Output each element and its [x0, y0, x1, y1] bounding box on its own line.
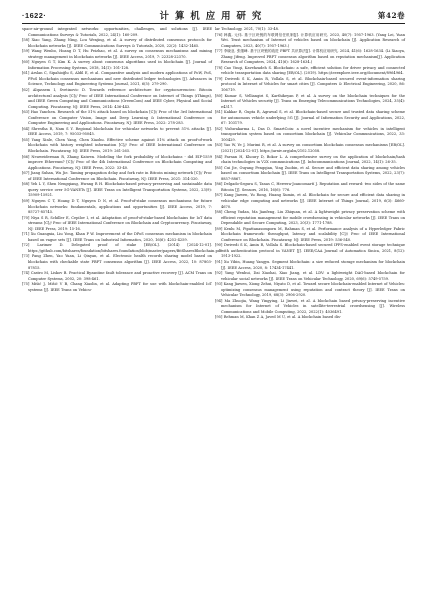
reference-entry	[215, 299, 405, 316]
reference-text: 李晓亚, 张继峰. 基于区块链的改进 PBFT 共识算法[J]. 计算机应用研究, 2024, 41(6): 1628-1634. (Li Xiaoya, Zhang Jifeng. Improved PBFT consensus algorithm based on reputation mechanism[J]. Application Research of Computers, 2024, 41(6): 1628-1634.)	[221, 49, 405, 65]
reference-entry	[22, 216, 212, 233]
journal-title: 计算机应用研究	[159, 11, 268, 22]
reference-text: Xu Guangxia, Liu Yong, Khan P W. Improvement of the DPoS consensus mechanism in blockchain based on vague sets [J]. IEEE Trans on Industrial Informatics, 2020, 16(6): 4252-4259.	[28, 232, 212, 242]
reference-entry	[215, 127, 405, 144]
reference-entry	[22, 138, 212, 155]
running-header	[22, 9, 405, 21]
reference-entry	[215, 271, 405, 282]
reference-entry	[215, 33, 405, 50]
reference-entry	[215, 260, 405, 271]
reference-text: Kang Jiawen, Yu Rong, Huang Xumin, et al. Blockchain for secure and efficient data sharing in vehicular edge computing and networks [J]. IEEE Internet of Things Journal, 2019, 6(3): 4660-4670.	[221, 193, 405, 209]
header-rule	[22, 23, 405, 24]
reference-text: Cao Yinqi, Kavehzadeh S. Blockchain: a safe, efficient solution for driver privacy and connected vehicle transportation data sharing [EB/OL]. (2019). https://ieeexplore.ieee.org/document/8964964.	[221, 65, 405, 76]
reference-entry	[22, 182, 212, 199]
reference-number: [74]	[22, 271, 30, 276]
page-number: ·1622·	[22, 10, 47, 20]
reference-entry	[22, 27, 212, 38]
reference-text: Xu Yibin, Huang Yangyu. Segment blockchain: a size reduced storage mechanism for blockchain [J]. IEEE Access, 2020, 8: 17434-17441.	[221, 259, 405, 270]
reference-text: Wang Wenbo, Hoang D T, Hu Peizhao, et al. A survey on consensus mechanisms and mining strategy management in blockchain networks [J]. IEEE Access, 2019, 7: 22328-22370.	[28, 49, 212, 59]
reference-number: [84]	[215, 154, 223, 159]
reference-entry	[22, 155, 212, 172]
reference-number: [92]	[215, 271, 223, 276]
reference-number: [71]	[22, 232, 30, 237]
reference-number: [87]	[215, 193, 223, 198]
reference-number: [65]	[22, 137, 30, 142]
reference-text: Yeh L Y, Shen Nengqiang, Hwang R H. Blockchain-based privacy-preserving and sustainable data query service over 5G-VANETs [J]. IEEE Trans on Intelligent Transportation Systems, 2022, 23(9): 15909-15921.	[28, 182, 212, 198]
reference-entry	[22, 271, 212, 282]
reference-number: [64]	[22, 126, 30, 131]
reference-text: Neuweiderman R, Zhang Kaiwen. Modeling the fork probability of blockchains - did EIP-1559 improve Ethereum? [C]// Proc of the 4th International Conference on Blockchain Computing and Applications. Piscataway, NJ: IEEE Press, 2022: 33-40.	[28, 154, 212, 170]
reference-text: 韩鑫, 元伟. 基于区块链的车联网信任机制[J]. 计算机应用研究, 2023, 40(7): 1957-1963. (Yang Lei, Yuan Wei. Trust mechanism of Internet of vehicles based on blockchain [J]. Application Research of Computers, 2023, 40(7): 1957-1963.)	[221, 32, 405, 48]
reference-text: Yang Xinle, Chen Yang, Chen Xiaohu. Effective scheme against 51% attack on proof-of-work blockchain with history weighted information [C]// Proc of IEEE International Conference on Blockchain. Piscataway, NJ: IEEE Press, 2019: 261-265.	[28, 137, 212, 154]
reference-text: Shrestha R, Nam S Y. Regional blockchain for vehicular networks to prevent 51% attacks [J]. IEEE Access, 2019, 7: 95033-95045.	[28, 126, 212, 137]
reference-text: lar Technology, 2021, 70(1): 33-48.	[215, 27, 280, 31]
reference-number: [58]	[22, 38, 30, 43]
reference-text: Alqassem I, Svetinovic D. Towards reference architecture for cryptocurrencies: Bitcoin architectural analysis [C]// Proc of IEEE International Conference on Internet of Things (iThings), and IEEE Green Computing and Communications (GreenCom) and IEEE Cyber, Physical and Social Computing. Piscataway, NJ: IEEE Press, 2014: 436-443.	[28, 88, 212, 109]
reference-entry	[22, 49, 212, 60]
reference-entry	[215, 155, 405, 166]
reference-number: [91]	[215, 259, 223, 264]
reference-text: Farnan H, Khoury D, Bokor L. A comprehensive survey on the application of blockchain/hash chain technologies in V2X communications [J]. Infocommunications Journal, 2022, 14(1): 26-35.	[221, 154, 405, 165]
reference-text: Arslan C, Sipahioğlu S, Aldil E, et al. Comparative analysis and modern applications of PoW, PoS, PPoS blockchain consensus mechanisms and new distributed ledger technologies [J]. Advances in Science, Technology and Engineering Systems Journal, 2021, 6(5): 279-290.	[28, 71, 212, 87]
reference-entry	[215, 193, 405, 210]
reference-entry	[215, 315, 405, 321]
reference-entry	[215, 66, 405, 77]
reference-text: Cui Jie, Ouyang Fengqian, Ying Zuobin, et al. Secure and efficient data sharing among vehicles based on consortium blockchain [J]. IEEE Trans on Intelligent Transportation Systems, 2022, 23(7): 8857-8867.	[221, 165, 405, 181]
reference-number: [72]	[22, 243, 30, 248]
reference-entry	[215, 243, 405, 260]
reference-number: [66]	[22, 154, 30, 159]
reference-text: Ma Zhuojia, Wang Yingying, Li Jinwei, et al. A blockchain based privacy-preserving incentive mechanism for Internet of Vehicles in satellite-terrestrial crowdsensing [J]. Wireless Communications and Mobile Computing, 2022, 2022(1): 4036491.	[221, 298, 405, 314]
reference-number: [62]	[22, 88, 30, 93]
reference-number: [88]	[215, 210, 223, 215]
reference-number: [61]	[22, 71, 30, 76]
reference-text: space-air-ground integrated networks: opportunities, challenges, and solutions [J]. IEEE Communications Surveys & Tutorials, 2022, 24(1): 160-209.	[22, 27, 212, 37]
reference-entry	[215, 210, 405, 227]
reference-number: [76]	[215, 32, 223, 37]
reference-number: [63]	[22, 110, 30, 115]
reference-text: Dwivedi S K, Amin R, Vollala S, et al. Blockchain-based secured event-information sharing protocol in Internet of Vehicles for smart cities [J]. Computers & Electrical Engineering, 2020, 86: 106719.	[221, 76, 405, 93]
reference-number: [75]	[22, 282, 30, 287]
reference-text: Vishwakarma L, Das D. SmartCoin: a novel incentive mechanism for vehicles in intelligent transportation system based on consortium blockchain [J]. Vehicular Communications, 2022, 33: 100429.	[221, 126, 405, 142]
reference-text: Pang Zhen, Yao Yuan, Li Qinyan, et al. Electronic health records sharing model based on blockchain with checkable state PBFT consensus algorithm [J]. IEEE Access, 2022, 10: 87803-87815.	[28, 254, 212, 270]
reference-text: Nguyen G T, Kim K. A survey about consensus algorithms used in blockchain [J]. Journal of Information Processing Systems, 2018, 14(1): 101-128.	[28, 60, 212, 70]
volume-label: 第42卷	[377, 10, 405, 20]
reference-text: Cheng Yudan, Ma Jianfeng, Liu Zhiquan, et al. A lightweight privacy preservation scheme with efficient reputation management for mobile crowdsensing in vehicular networks [J]. IEEE Trans on Dependable and Secure Computing, 2023, 20(3): 1771-1788.	[221, 210, 405, 226]
reference-text: Castro M, Liskov B. Practical Byzantine fault tolerance and proactive recovery [J]. ACM Trans on Computer Systems, 2002, 20: 398-461.	[28, 271, 212, 281]
reference-text: Nguyen C T, Hoang D T, Nguyen D N, et al. Proof-of-stake consensus mechanisms for future blockchain networks: fundamentals, applications and opportunities [J]. IEEE Access, 2019, 7: 85727-85745.	[28, 198, 212, 215]
reference-number: [79]	[215, 76, 223, 81]
reference-text: Kang Jiawen, Xiong Zehui, Niyato D, et al. Toward secure blockchain-enabled Internet of Vehicles: optimizing consensus management using reputation and contract theory [J]. IEEE Trans on Vehicular Technology, 2019, 68(3): 2906-2920.	[221, 282, 405, 298]
reference-number: [73]	[22, 254, 30, 259]
reference-number: [82]	[215, 126, 223, 131]
reference-text: Larimer D. Delegated proof of stake [EB/OL]. (2014) [2024-12-01]. https://github.com/bitshares/foundation/bitshares.foundation/blob/master/papers/BitSharesBlockchain.pdf.	[28, 243, 223, 253]
reference-text: Niya S R, Schiller E, Cepilov I, et al. Adaptation of proof-of-stake-based blockchains for IoT data streams [C]// Proc of IEEE International Conference on Blockchain and Cryptocurrency. Piscataway, NJ: IEEE Press, 2019: 15-16.	[28, 215, 212, 231]
reference-entry	[22, 88, 212, 110]
reference-entry	[22, 110, 212, 127]
reference-text: Kenlu M, Pipattanasomporn M, Rahman S, et al. Performance analysis of a Hyperledger Fabric blockchain framework: throughput, latency and scalability [C]// Proc of IEEE International Conference on Blockchain. Piscataway, NJ: IEEE Press, 2019: 536-540.	[221, 226, 405, 242]
reference-entry	[215, 110, 405, 127]
reference-number: [90]	[215, 243, 223, 248]
reference-number: [70]	[22, 215, 30, 220]
reference-number: [67]	[22, 171, 30, 176]
reference-text: Dwivedi S K, Amin R, Vollala S. Blockchain-based secured IPFS-enabled event storage technique with authentication protocol in VANET [J]. IEEE/CAA Journal of Automatica Sinica, 2021, 8(12): 1913-1922.	[221, 243, 405, 259]
reference-number: [78]	[215, 65, 223, 70]
reference-number: [80]	[215, 93, 223, 98]
reference-text: Yao W, Ye J, Murimi R, et al. A survey on consortium blockchain consensus mechanisms [EB/OL]. (2021) [2024-12-01]. https://arxiv.org/abs/2102.12058.	[221, 143, 405, 154]
reference-entry	[22, 171, 212, 182]
reference-entry	[215, 94, 405, 111]
reference-text: Xiao Yang, Zhang Ning, Lou Wenjing, et al. A survey of distributed consensus protocols for blockchain networks [J]. IEEE Communications Surveys & Tutorials, 2020, 22(2): 1432-1465.	[28, 38, 212, 48]
reference-entry	[215, 77, 405, 94]
reference-entry	[215, 227, 405, 244]
reference-text: Hao Yanchen. Research of the 51% attack based on blockchain [C]// Proc of the 3rd International Conference on Computer Vision, Image and Deep Learning & International Conference on Computer Engineering and Applications. Piscataway, NJ: IEEE Press, 2022: 278-283.	[28, 110, 212, 126]
reference-entry	[215, 282, 405, 299]
reference-entry	[22, 254, 212, 271]
reference-entry	[22, 71, 212, 88]
reference-number: [89]	[215, 226, 223, 231]
reference-list-right	[215, 27, 405, 321]
reference-text: Jiang Suhan, Wu Jie. Taming propagation delay and fork rate in Bitcoin mining network [C]// Proc of IEEE International Conference on Blockchain. Piscataway, NJ: IEEE Press, 2021: 314-320.	[28, 171, 212, 181]
reference-entry	[215, 182, 405, 193]
reference-entry	[22, 38, 212, 49]
reference-entry	[22, 60, 212, 71]
reference-number: [86]	[215, 182, 223, 187]
reference-number: [60]	[22, 60, 30, 65]
reference-text: Yang Wenhui, Dai Xiaohai, Xiao Jiang, et al. LDV: a lightweight DAG-based blockchain for vehicular social networks [J]. IEEE Trans on Vehicular Technology, 2020, 69(6): 5749-5759.	[221, 271, 405, 281]
reference-number: [81]	[215, 110, 223, 115]
reference-number: [95]	[215, 315, 223, 320]
reference-number: [85]	[215, 165, 223, 170]
reference-number: [59]	[22, 49, 30, 54]
reference-number: [69]	[22, 198, 30, 203]
reference-number: [77]	[215, 49, 223, 54]
reference-entry	[22, 127, 212, 138]
reference-number: [83]	[215, 143, 223, 148]
reference-entry	[215, 49, 405, 66]
reference-number: [68]	[22, 182, 30, 187]
reference-text: Kakkar R, Gupta R, Agrawal S, et al. Blockchain-based secure and trusted data sharing scheme for autonomous vehicle underlying 5G [J]. Journal of Information Security and Applications, 2022, 67: 103179.	[221, 110, 405, 126]
reference-number: [93]	[215, 282, 223, 287]
reference-text: Mišić J, Mišić V B, Chang Xiaolin, et al. Adapting PBFT for use with blockchain-enabled IoT systems [J]. IEEE Trans on Vehicu-	[28, 282, 212, 292]
reference-entry	[215, 143, 405, 154]
reference-column-right	[215, 27, 405, 321]
reference-entry	[22, 232, 212, 243]
reference-entry	[22, 282, 212, 293]
reference-text: Kumar S, Velliangiri S, Karthikeyan P, et al. A survey on the blockchain techniques for the Internet of Vehicles security [J]. Trans on Emerging Telecommunications Technologies, 2024, 35(4): e4317.	[221, 93, 405, 109]
reference-entry	[215, 166, 405, 183]
reference-text: Delgado-Segura S, Tanas C, Herrera-Joancomartí J. Reputation and reward: two sides of the same Bitcoin [J]. Sensors, 2016, 16(6): 776.	[221, 182, 405, 192]
reference-text: Rehman M, Khan Z A, Javed M U, et al. A blockchain based dis-	[223, 315, 342, 320]
reference-number: [94]	[215, 298, 223, 303]
reference-entry	[22, 199, 212, 216]
